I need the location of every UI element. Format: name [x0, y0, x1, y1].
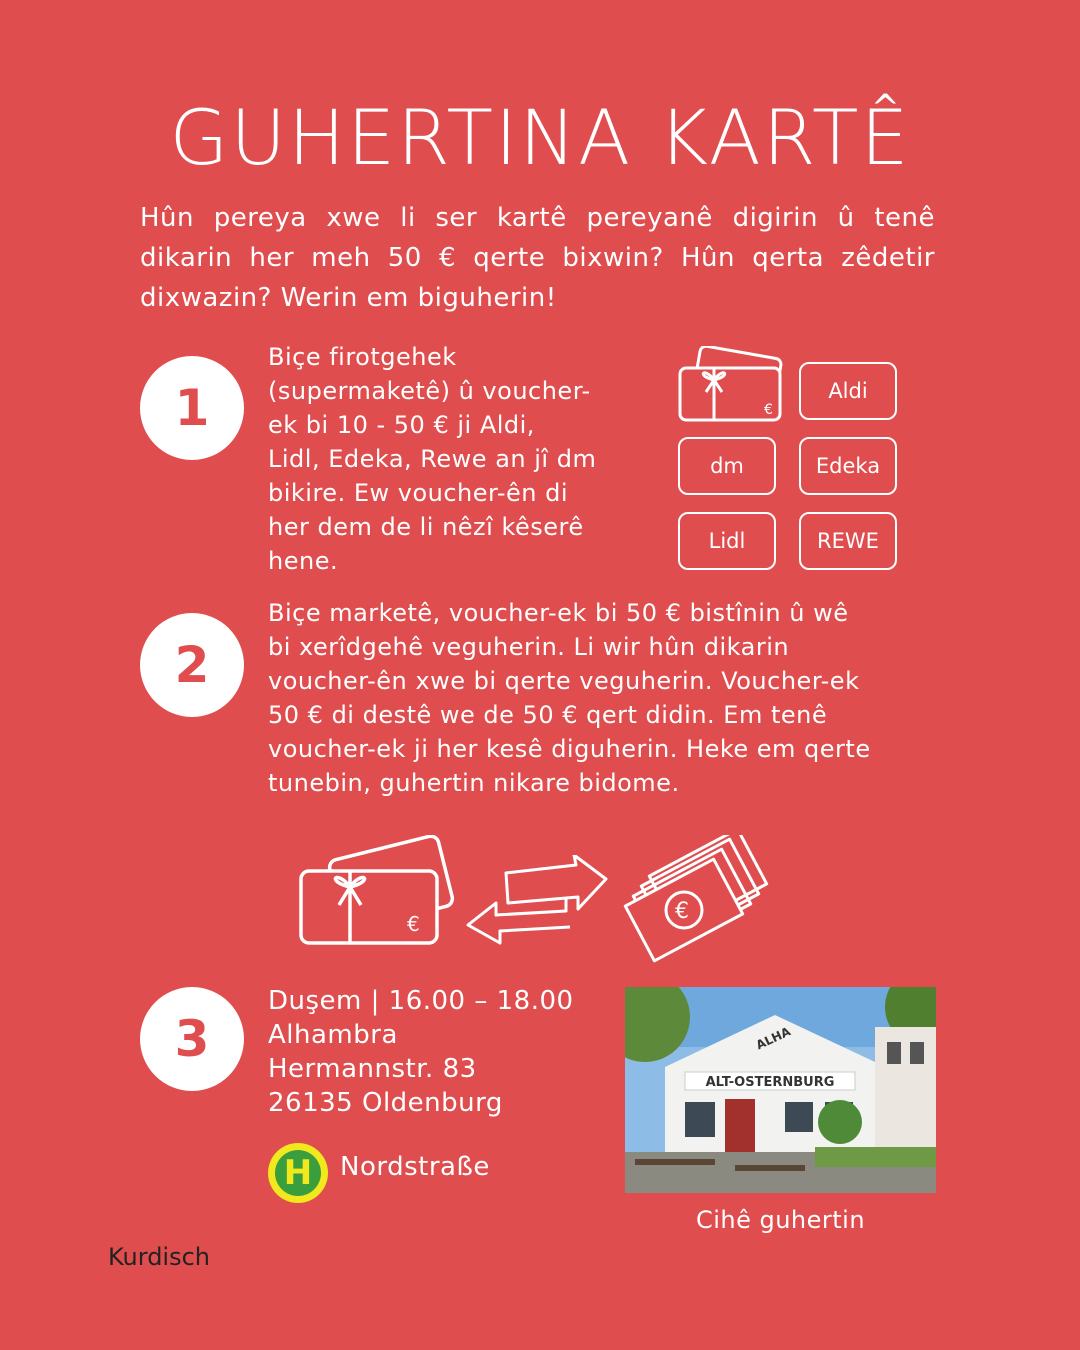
street-address: Hermannstr. 83: [268, 1054, 477, 1084]
step-3-number: 3: [140, 987, 244, 1091]
step-2-line: voucher-ek ji her kesê diguherin. Heke em qerte: [268, 735, 871, 763]
step-1-line: Lidl, Edeka, Rewe an jî dm: [268, 445, 597, 473]
step-1-line: bikire. Ew voucher-ên di: [268, 479, 569, 507]
step-2-number: 2: [140, 613, 244, 717]
store-edeka: Edeka: [799, 437, 897, 495]
bus-stop-name: Nordstraße: [340, 1152, 490, 1182]
page-title: GUHERTINA KARTÊ: [169, 93, 911, 182]
gift-card-icon: [674, 346, 794, 426]
photo-sign-top: ALHA: [753, 1024, 793, 1053]
gift-card-icon: [295, 835, 460, 960]
venue-photo: [625, 987, 936, 1193]
euro-symbol: €: [675, 899, 689, 924]
euro-symbol: €: [764, 402, 773, 418]
intro-text: Hûn pereya xwe li ser kartê pereyanê digirin û tenê dikarin her meh 50 € qerte bixwin? Hûn qerta zêdetir dixwazin? Werin em biguherin!: [140, 203, 935, 313]
bus-stop-symbol: H: [275, 1150, 321, 1196]
store-rewe: REWE: [799, 512, 897, 570]
euro-symbol: €: [407, 912, 420, 936]
step-1-text: [268, 340, 596, 578]
step-1-line: Biçe firotgehek: [268, 343, 457, 371]
photo-caption: Cihê guhertin: [695, 1206, 866, 1234]
step-1-line: ek bi 10 - 50 € ji Aldi,: [268, 411, 535, 439]
city-address: 26135 Oldenburg: [268, 1088, 503, 1118]
venue-name: Alhambra: [268, 1020, 398, 1050]
step-1-line: hene.: [268, 547, 339, 575]
store-dm: dm: [678, 437, 776, 495]
location-info: [268, 984, 574, 1120]
step-2-line: voucher-ên xwe bi qerte veguherin. Voucher-ek: [268, 667, 860, 695]
bus-stop-icon: [268, 1143, 328, 1203]
exchange-arrows-icon: [466, 855, 611, 945]
step-1-line: her dem de li nêzî kêserê: [268, 513, 584, 541]
step-2-line: Biçe marketê, voucher-ek bi 50 € bistînin û wê: [268, 599, 849, 627]
step-2-line: tunebin, guhertin nikare bidome.: [268, 769, 680, 797]
opening-time: Duşem | 16.00 – 18.00: [268, 986, 574, 1016]
store-aldi: Aldi: [799, 362, 897, 420]
language-label: Kurdisch: [108, 1243, 211, 1271]
step-1-line: (supermaketê) û voucher-: [268, 377, 591, 405]
store-lidl: Lidl: [678, 512, 776, 570]
money-stack-icon: [620, 835, 778, 965]
step-2-line: bi xerîdgehê veguherin. Li wir hûn dikarin: [268, 633, 790, 661]
step-2-text: [268, 596, 871, 800]
step-1-number: 1: [140, 356, 244, 460]
photo-sign: ALT-OSTERNBURG: [705, 1075, 835, 1090]
step-2-line: 50 € di destê we de 50 € qert didin. Em tenê: [268, 701, 828, 729]
